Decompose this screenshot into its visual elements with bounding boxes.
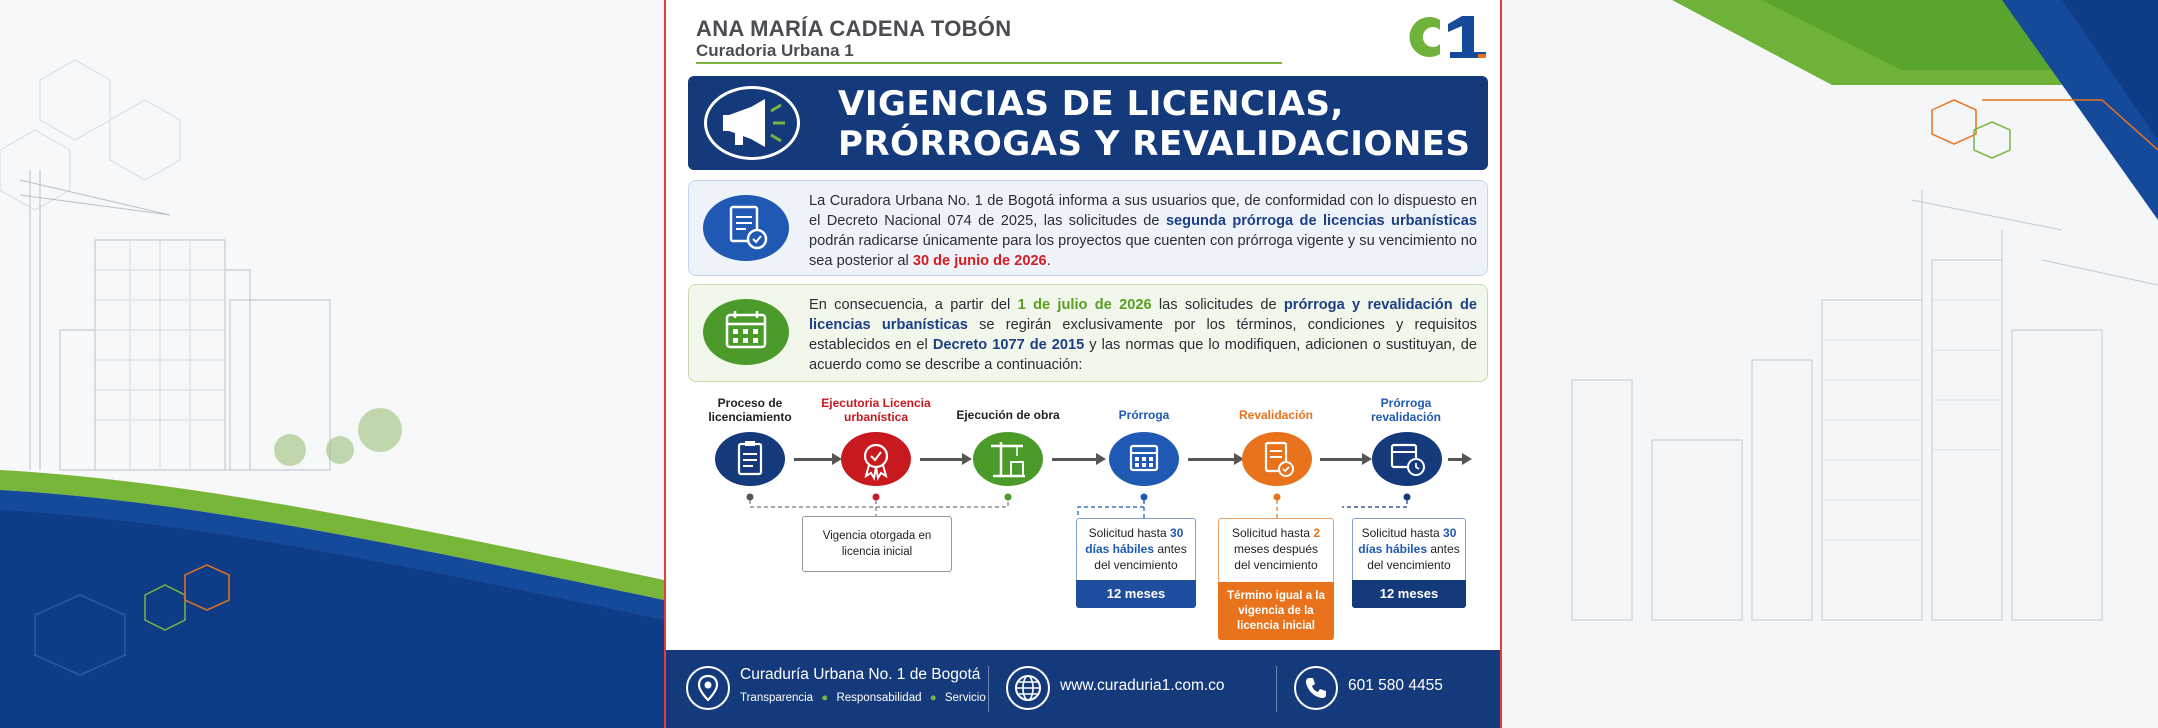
background-right [1502, 0, 2158, 728]
background-left [0, 0, 664, 728]
announcement-card [664, 0, 1502, 728]
notice-new-rules [688, 284, 1488, 382]
page-title: VIGENCIAS DE LICENCIAS, PRÓRROGAS Y REVALIDACIONES [838, 84, 1471, 164]
step-label-prorroga-revalidacion: Prórroga revalidación [1370, 396, 1442, 424]
step-label-licensing: Proceso de licenciamiento [708, 396, 792, 424]
curator-office: Curadoria Urbana 1 [696, 41, 854, 60]
footer [666, 650, 1502, 728]
phone-number[interactable]: 601 580 4455 [1348, 677, 1443, 694]
prorroga-revalidacion-box: Solicitud hasta 30 días hábiles antes del vencimiento 12 meses [1352, 518, 1466, 608]
title-banner [688, 76, 1488, 170]
location-pin-icon [686, 666, 730, 710]
notice-1-text: La Curadora Urbana No. 1 de Bogotá informa a sus usuarios que, de conformidad con lo dispuesto en el Decreto Nacional 074 de 2025, las solicitudes de segunda prórroga de licencias urbanísticas podrán radicarse únicamente para los proyectos que cuenten con prórroga vigente y su vencimiento no sea posterior al 30 de junio de 2026. [809, 193, 1477, 269]
globe-icon [1006, 666, 1050, 710]
city-sketch-right [1502, 0, 2158, 728]
calendar-icon [703, 299, 789, 365]
step-label-revalidacion: Revalidación [1238, 408, 1314, 422]
step-label-prorroga: Prórroga [1118, 408, 1170, 422]
step-label-construction: Ejecución de obra [956, 408, 1060, 422]
prorroga-box: Solicitud hasta 30 días hábiles antes del vencimiento 12 meses [1076, 518, 1196, 608]
document-check-icon [703, 195, 789, 261]
process-flow [666, 390, 1502, 650]
prorroga-term: 12 meses [1076, 580, 1196, 608]
phone-icon [1294, 666, 1338, 710]
notice-2-text: En consecuencia, a partir del 1 de julio de 2026 las solicitudes de prórroga y revalidación de licencias urbanísticas se regirán exclusivamente por los términos, condiciones y requisitos establecidos en el Decreto 1077 de 2015 y las normas que lo modifiquen, adicionen o sustituyan, de acuerdo como se describe a continuación: [809, 297, 1477, 373]
notice-second-extension [688, 180, 1488, 276]
initial-validity-box: Vigencia otorgada en licencia inicial [802, 516, 952, 572]
step-label-ejecutoria: Ejecutoria Licencia urbanística [821, 396, 931, 424]
megaphone-icon [704, 86, 800, 160]
footer-org-name: Curaduría Urbana No. 1 de Bogotá [740, 666, 981, 683]
city-sketch-left [0, 0, 664, 728]
revalidacion-box: Solicitud hasta 2 meses después del vencimiento Término igual a la vigencia de la licencia inicial [1218, 518, 1334, 640]
prorroga-revalidacion-term: 12 meses [1352, 580, 1466, 608]
footer-values: Transparencia ● Responsabilidad ● Servicio [740, 692, 986, 704]
curator-name: ANA MARÍA CADENA TOBÓN [696, 16, 1012, 41]
website-link[interactable]: www.curaduria1.com.co [1060, 677, 1225, 694]
revalidacion-term: Término igual a la vigencia de la licencia inicial [1218, 582, 1334, 640]
header-divider [696, 62, 1282, 64]
footer-divider [988, 666, 989, 712]
c1-logo [1400, 12, 1490, 62]
footer-divider [1276, 666, 1277, 712]
